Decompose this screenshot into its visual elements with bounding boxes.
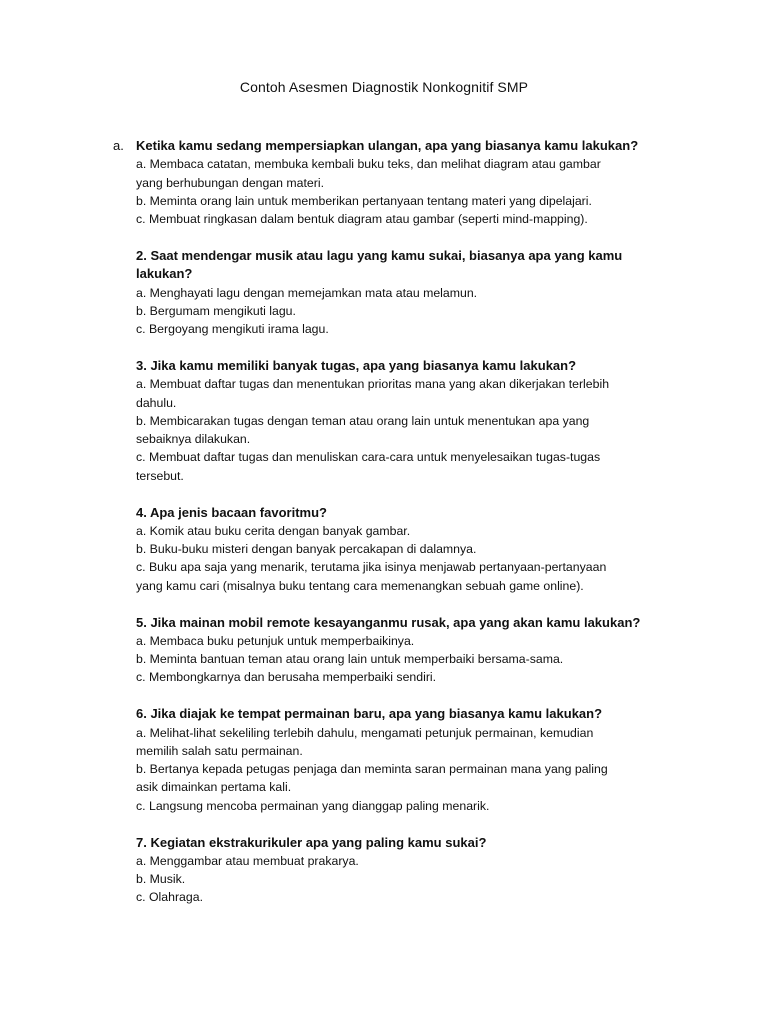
option-line: yang kamu cari (misalnya buku tentang cara memenangkan sebuah game online). [136, 578, 584, 593]
option-line: b. Meminta bantuan teman atau orang lain untuk memperbaiki bersama-sama. [136, 652, 564, 667]
option-line: tersebut. [136, 468, 184, 483]
option-line: b. Membicarakan tugas dengan teman atau orang lain untuk menentukan apa yang [136, 413, 590, 428]
option-line: a. Menghayati lagu dengan memejamkan mata atau melamun. [136, 285, 478, 300]
option-line: b. Musik. [136, 872, 186, 887]
question-text [113, 137, 676, 155]
option-line: a. Menggambar atau membuat prakarya. [136, 853, 359, 868]
option-line: c. Langsung mencoba permainan yang dianggap paling menarik. [136, 798, 490, 813]
question-5 [136, 614, 676, 687]
option-line: b. Bergumam mengikuti lagu. [136, 303, 296, 318]
option-line: a. Komik atau buku cerita dengan banyak gambar. [136, 523, 411, 538]
option-line: sebaiknya dilakukan. [136, 432, 251, 447]
question-label: 3. Jika kamu memiliki banyak tugas, apa yang biasanya kamu lakukan? [136, 357, 577, 373]
question-3 [136, 357, 676, 485]
question-7 [136, 834, 676, 907]
option-line: c. Buku apa saja yang menarik, terutama jika isinya menjawab pertanyaan-pertanyaan [136, 560, 607, 575]
question-label: 7. Kegiatan ekstrakurikuler apa yang paling kamu sukai? [136, 834, 487, 850]
option-line: c. Membongkarnya dan berusaha memperbaiki sendiri. [136, 670, 437, 685]
option-line: c. Membuat daftar tugas dan menuliskan cara-cara untuk menyelesaikan tugas-tugas [136, 450, 601, 465]
question-label: 4. Apa jenis bacaan favoritmu? [136, 504, 327, 520]
document-title: Contoh Asesmen Diagnostik Nonkognitif SMP [239, 79, 529, 95]
option-line: b. Bertanya kepada petugas penjaga dan meminta saran permainan mana yang paling [136, 762, 608, 777]
option-line: a. Membaca buku petunjuk untuk memperbaikinya. [136, 633, 415, 648]
question-label: 5. Jika mainan mobil remote kesayanganmu rusak, apa yang akan kamu lakukan? [136, 614, 641, 630]
option-line: c. Olahraga. [136, 890, 203, 905]
question-label: Ketika kamu sedang mempersiapkan ulangan, apa yang biasanya kamu lakukan? [136, 138, 639, 153]
question-label: 6. Jika diajak ke tempat permainan baru, apa yang biasanya kamu lakukan? [136, 706, 603, 722]
option-line: a. Membuat daftar tugas dan menentukan prioritas mana yang akan dikerjakan terlebih [136, 377, 610, 392]
question-4 [136, 504, 676, 595]
option-line: c. Bergoyang mengikuti irama lagu. [136, 322, 329, 337]
option-line: dahulu. [136, 395, 177, 410]
option-line: b. Buku-buku misteri dengan banyak percakapan di dalamnya. [136, 542, 477, 557]
question-1 [113, 137, 676, 228]
question-marker: a. [113, 138, 124, 153]
question-6 [136, 705, 676, 815]
question-2 [136, 247, 676, 338]
option-line: b. Meminta orang lain untuk memberikan pertanyaan tentang materi yang dipelajari. [136, 193, 592, 208]
option-line: a. Membaca catatan, membuka kembali buku teks, dan melihat diagram atau gambar [136, 157, 601, 172]
option-line: yang berhubungan dengan materi. [136, 175, 325, 190]
question-label: 2. Saat mendengar musik atau lagu yang kamu sukai, biasanya apa yang kamu lakukan? [136, 247, 623, 282]
option-line: c. Membuat ringkasan dalam bentuk diagram atau gambar (seperti mind-mapping). [136, 212, 588, 227]
option-line: memilih salah satu permainan. [136, 743, 303, 758]
option-line: asik dimainkan pertama kali. [136, 780, 292, 795]
question-list [113, 137, 676, 925]
option-line: a. Melihat-lihat sekeliling terlebih dahulu, mengamati petunjuk permainan, kemudian [136, 725, 594, 740]
